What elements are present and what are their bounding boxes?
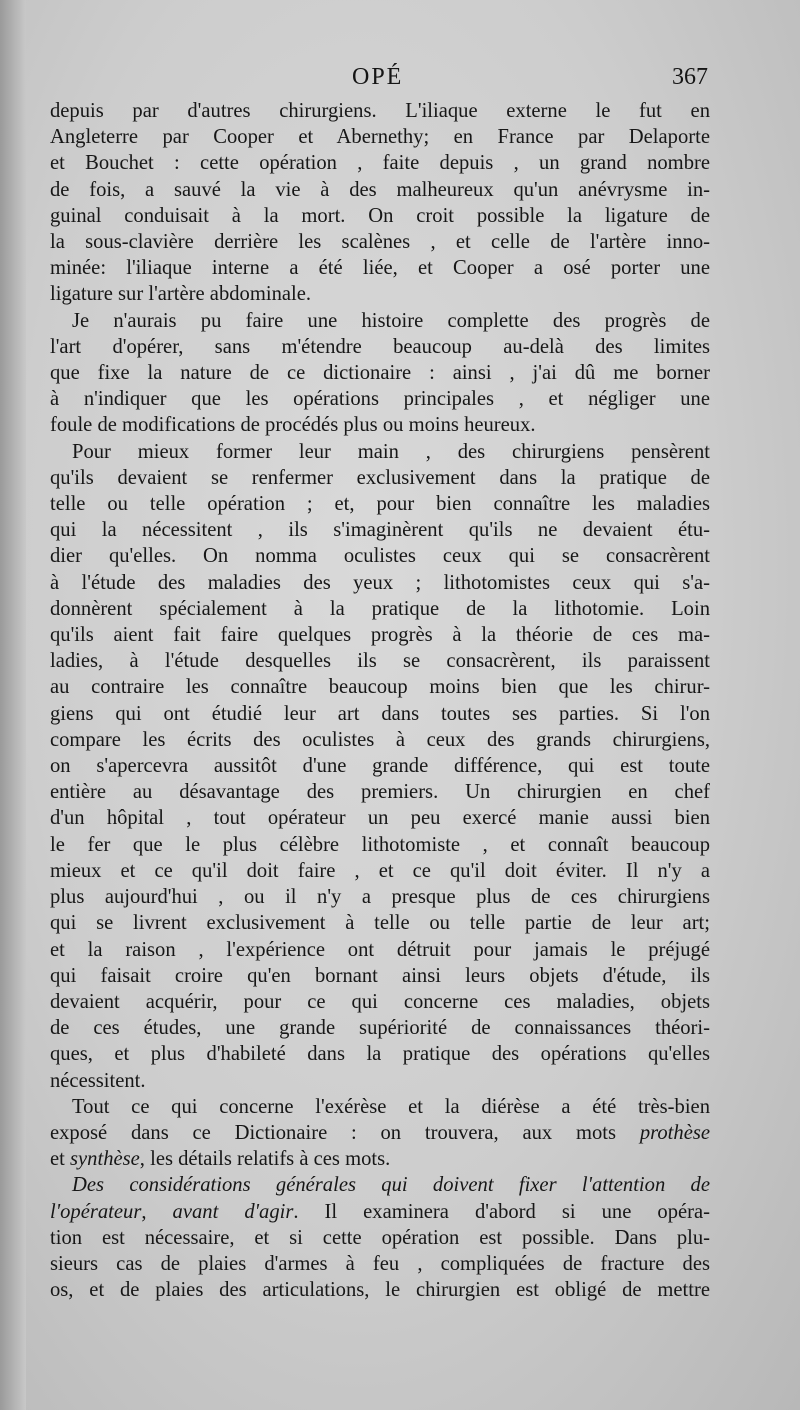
italic-segment: avant d'agir xyxy=(172,1200,294,1223)
italic-segment: l'opérateur xyxy=(50,1200,142,1223)
text-line: tion est nécessaire, et si cette opération est possible. Dans plu- xyxy=(50,1226,710,1249)
running-head: OPÉ xyxy=(352,64,404,90)
text-line: Des considérations générales qui doivent fixer l'attention de xyxy=(72,1174,710,1197)
binding-gutter xyxy=(0,0,26,1410)
text-line: entière au désavantage des premiers. Un chirurgien en chef xyxy=(50,781,710,804)
text-line xyxy=(50,1120,710,1146)
text-line: os, et de plaies des articulations, le chirurgien est obligé de mettre xyxy=(50,1279,710,1302)
text-line: minée: l'iliaque interne a été liée, et Cooper a osé porter une xyxy=(50,257,710,280)
text-line: qu'ils devaient se renfermer exclusivement dans la pratique de xyxy=(50,466,710,489)
italic-term-synthese: synthèse xyxy=(70,1148,140,1171)
text-line: nécessitent. xyxy=(50,1069,146,1092)
text-line: à n'indiquer que les opérations principales , et négliger une xyxy=(50,388,710,411)
text-line: Pour mieux former leur main , des chirurgiens pensèrent xyxy=(72,440,710,463)
italic-term-prothese: prothèse xyxy=(639,1121,710,1144)
page-number: 367 xyxy=(672,64,708,90)
text-line: ligature sur l'artère abdominale. xyxy=(50,283,312,306)
text-line: de ces études, une grande supériorité de connaissances théori- xyxy=(50,1017,710,1040)
text-segment: , xyxy=(141,1200,147,1223)
body-text xyxy=(50,98,710,1303)
text-line: on s'apercevra aussitôt d'une grande différence, qui est toute xyxy=(50,755,710,778)
text-line: l'art d'opérer, sans m'étendre beaucoup au-delà des limites xyxy=(50,335,710,358)
text-line: le fer que le plus célèbre lithotomiste , et connaît beaucoup xyxy=(50,833,710,856)
text-segment: , les détails relatifs à ces mots. xyxy=(139,1148,391,1171)
text-line: qui la nécessitent , ils s'imaginèrent qu'ils ne devaient étu- xyxy=(50,519,710,542)
page-header xyxy=(0,64,800,96)
text-line: dier qu'elles. On nomma oculistes ceux qui se consacrèrent xyxy=(50,545,710,568)
text-line: foule de modifications de procédés plus ou moins heureux. xyxy=(50,414,536,437)
text-line: telle ou telle opération ; et, pour bien connaître les maladies xyxy=(50,493,710,516)
text-line: Angleterre par Cooper et Abernethy; en France par Delaporte xyxy=(50,126,710,149)
text-line: guinal conduisait à la mort. On croit possible la ligature de xyxy=(50,204,710,227)
text-line: plus aujourd'hui , ou il n'y a presque plus de ces chirurgiens xyxy=(50,886,710,909)
text-segment: exposé dans ce Dictionaire : on trouvera, aux mots xyxy=(50,1121,617,1144)
text-line: au contraire les connaître beaucoup moins bien que les chirur- xyxy=(50,676,710,699)
text-line: mieux et ce qu'il doit faire , et ce qu'il doit éviter. Il n'y a xyxy=(50,859,710,882)
text-line: sieurs cas de plaies d'armes à feu , compliquées de fracture des xyxy=(50,1252,710,1275)
text-line: qui faisait croire qu'en bornant ainsi leurs objets d'étude, ils xyxy=(50,964,710,987)
text-line xyxy=(50,1199,710,1225)
text-segment: . Il examinera d'abord si une opéra- xyxy=(293,1200,710,1223)
text-line: et Bouchet : cette opération , faite depuis , un grand nombre xyxy=(50,152,710,175)
text-line xyxy=(50,1146,710,1172)
text-line: qui se livrent exclusivement à telle ou telle partie de leur art; xyxy=(50,912,710,935)
text-line: la sous-clavière derrière les scalènes , et celle de l'artère inno- xyxy=(50,231,710,254)
text-line: devaient acquérir, pour ce qui concerne ces maladies, objets xyxy=(50,990,710,1013)
text-line: qu'ils aient fait faire quelques progrès à la théorie de ces ma- xyxy=(50,624,710,647)
text-line: giens qui ont étudié leur art dans toutes ses parties. Si l'on xyxy=(50,702,710,725)
text-line: d'un hôpital , tout opérateur un peu exercé manie aussi bien xyxy=(50,807,710,830)
text-line: donnèrent spécialement à la pratique de la lithotomie. Loin xyxy=(50,597,710,620)
text-line: ladies, à l'étude desquelles ils se consacrèrent, ils paraissent xyxy=(50,650,710,673)
text-segment: et xyxy=(50,1148,65,1171)
text-line: à l'étude des maladies des yeux ; lithotomistes ceux qui s'a- xyxy=(50,571,710,594)
text-line: que fixe la nature de ce dictionaire : ainsi , j'ai dû me borner xyxy=(50,362,710,385)
text-line: Je n'aurais pu faire une histoire complette des progrès de xyxy=(72,309,710,332)
text-line: ques, et plus d'habileté dans la pratique des opérations qu'elles xyxy=(50,1043,710,1066)
text-line: compare les écrits des oculistes à ceux des grands chirurgiens, xyxy=(50,728,710,751)
text-line: depuis par d'autres chirurgiens. L'iliaque externe le fut en xyxy=(50,100,710,122)
text-line: de fois, a sauvé la vie à des malheureux qu'un anévrysme in- xyxy=(50,178,710,201)
text-line: et la raison , l'expérience ont détruit pour jamais le préjugé xyxy=(50,938,710,961)
text-line: Tout ce qui concerne l'exérèse et la diérèse a été très-bien xyxy=(72,1095,710,1118)
